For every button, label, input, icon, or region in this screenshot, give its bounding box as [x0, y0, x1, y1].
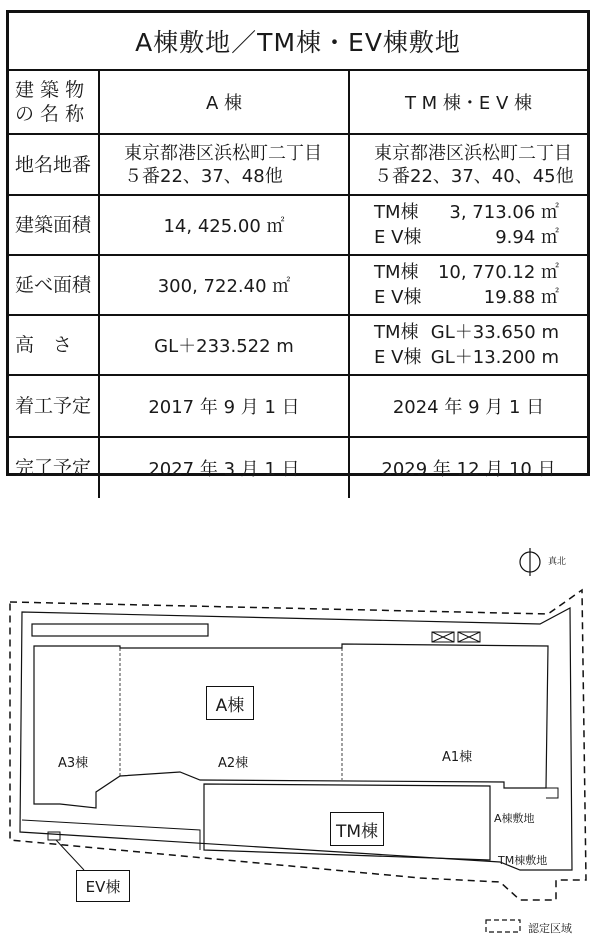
- row-label-completion: 完了予定: [9, 437, 99, 498]
- table-row: [9, 134, 587, 195]
- a-building-label: A棟: [206, 686, 254, 720]
- a-site-label: A棟敷地: [494, 812, 535, 825]
- tm-value: 10, 770.12 ㎡: [437, 262, 559, 283]
- table-row: [9, 437, 587, 498]
- ev-building-label: EV棟: [76, 870, 130, 902]
- row-label-building-name: [9, 71, 99, 134]
- tm-building-label: TM棟: [330, 812, 384, 846]
- address-b-line1: 東京都港区浜松町二丁目: [374, 142, 572, 164]
- height-b: [349, 315, 587, 375]
- address-a: [99, 134, 349, 195]
- info-grid: [9, 71, 587, 498]
- vent-icons: [432, 632, 480, 642]
- address-a-line1: 東京都港区浜松町二丁目: [124, 142, 322, 164]
- site-plan: [0, 540, 600, 952]
- building-area-a: 14, 425.00 ㎡: [99, 195, 349, 255]
- ev-value: GL＋13.200 m: [430, 347, 559, 368]
- row-label-building-area: 建築面積: [9, 195, 99, 255]
- row-label-height: 高 さ: [9, 315, 99, 375]
- height-a: GL＋233.522 m: [99, 315, 349, 375]
- col-a-header: A 棟: [99, 71, 349, 134]
- ev-value: 19.88 ㎡: [483, 287, 559, 308]
- ev-name: E V棟: [374, 347, 422, 368]
- building-name-label-line2: の 名 称: [15, 103, 85, 125]
- legend-label: 認定区域: [528, 922, 572, 935]
- floor-area-a: 300, 722.40 ㎡: [99, 255, 349, 315]
- table-row: [9, 195, 587, 255]
- row-label-floor-area: 延べ面積: [9, 255, 99, 315]
- a-building-outline: [34, 644, 548, 808]
- ev-value: 9.94 ㎡: [495, 227, 559, 248]
- building-name-label-line1: 建 築 物: [15, 79, 85, 101]
- tm-name: TM棟: [374, 202, 419, 223]
- row-label-start: 着工予定: [9, 375, 99, 437]
- ev-name: E V棟: [374, 287, 422, 308]
- ev-building-mark: [48, 832, 60, 840]
- legend-swatch: [486, 920, 520, 932]
- address-a-line2: ５番22、37、48他: [124, 165, 283, 187]
- completion-b: 2029 年 12 月 10 日: [349, 437, 587, 498]
- tm-value: 3, 713.06 ㎡: [449, 202, 559, 223]
- site-boundary: [20, 608, 572, 870]
- inner-lane: [22, 820, 200, 850]
- address-b: [349, 134, 587, 195]
- address-b-line2: ５番22、37、40、45他: [374, 165, 574, 187]
- table-row: [9, 315, 587, 375]
- tm-site-label: TM棟敷地: [498, 854, 548, 867]
- tm-name: TM棟: [374, 322, 419, 343]
- a2-label: A2棟: [218, 756, 249, 771]
- table-title: A棟敷地／TM棟・EV棟敷地: [9, 13, 587, 71]
- a1-label: A1棟: [442, 750, 473, 765]
- table-row: [9, 255, 587, 315]
- ev-leader-line: [56, 840, 84, 870]
- project-info-table: [6, 10, 590, 480]
- ev-name: E V棟: [374, 227, 422, 248]
- a3-label: A3棟: [58, 756, 89, 771]
- north-label: 真北: [548, 557, 567, 567]
- col-b-header: T M 棟・E V 棟: [349, 71, 587, 134]
- start-b: 2024 年 9 月 1 日: [349, 375, 587, 437]
- table-row: [9, 71, 587, 134]
- site-notch: [546, 788, 558, 798]
- completion-a: 2027 年 3 月 1 日: [99, 437, 349, 498]
- start-a: 2017 年 9 月 1 日: [99, 375, 349, 437]
- top-strip: [32, 624, 208, 636]
- table-row: [9, 375, 587, 437]
- building-area-b: [349, 195, 587, 255]
- row-label-address: 地名地番: [9, 134, 99, 195]
- tm-value: GL＋33.650 m: [430, 322, 559, 343]
- north-arrow-icon: [520, 548, 540, 576]
- tm-name: TM棟: [374, 262, 419, 283]
- floor-area-b: [349, 255, 587, 315]
